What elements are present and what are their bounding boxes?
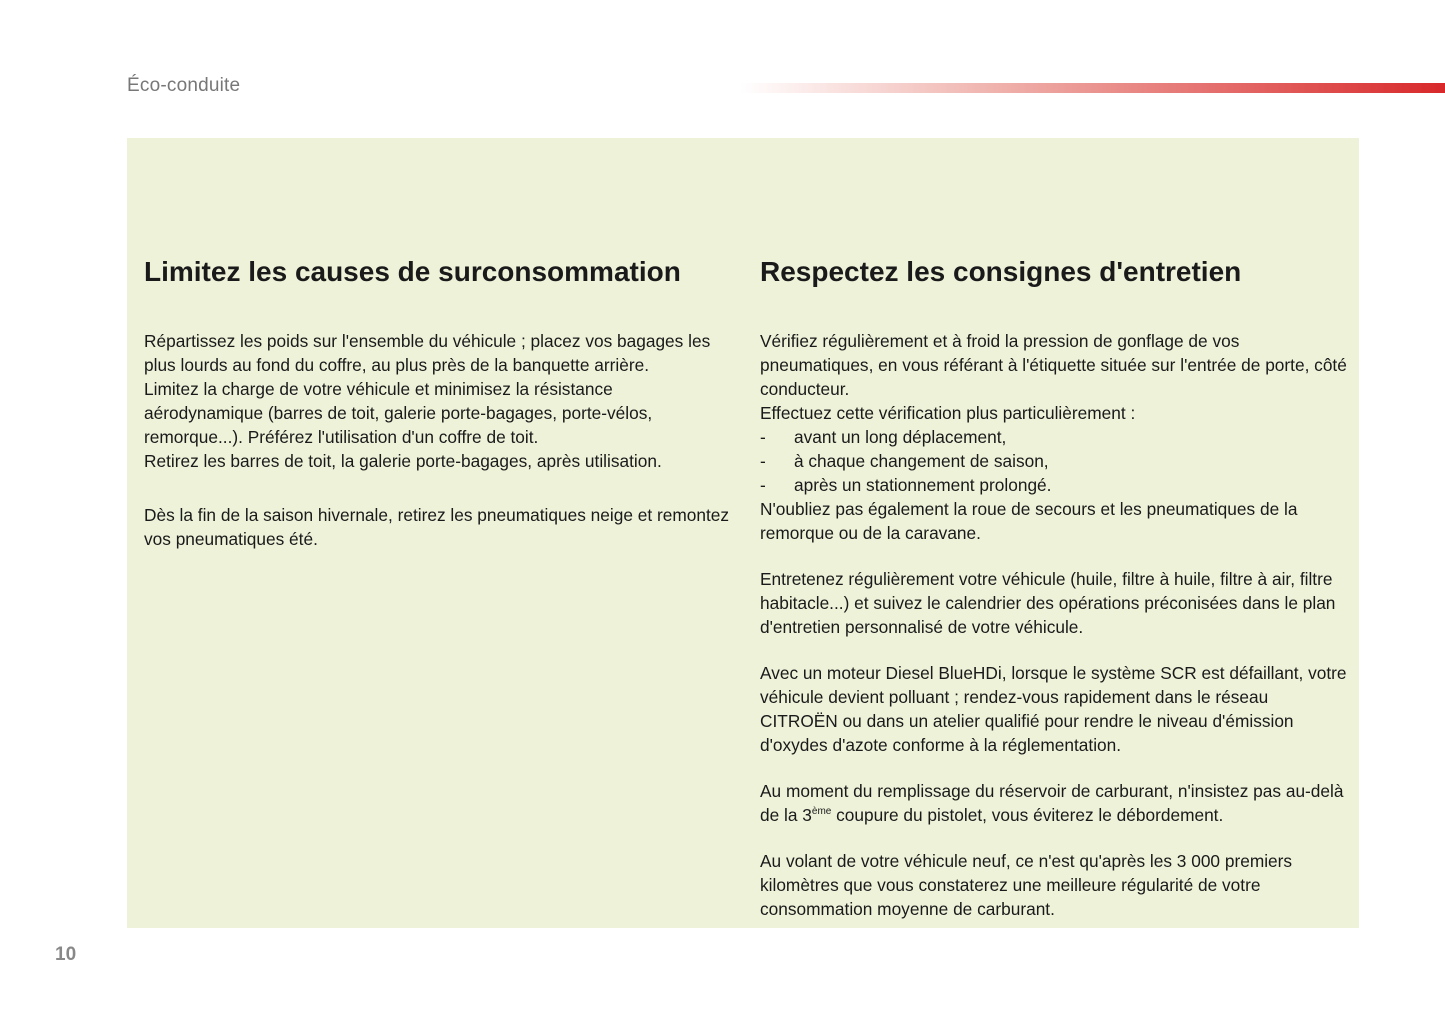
header-accent-bar [740, 83, 1445, 93]
list-item-text: avant un long déplacement, [794, 427, 1007, 447]
list-item-text: après un stationnement prolongé. [794, 475, 1052, 495]
section-title: Éco-conduite [127, 75, 241, 96]
left-column [144, 255, 734, 551]
right-paragraph-5: Avec un moteur Diesel BlueHDi, lorsque le système SCR est défaillant, votre véhicule devient polluant ; rendez-vous rapidement dans le réseau CITROËN ou dans un atelier qualifié pour rendre le niveau d'émission d'oxydes d'azote conforme à la réglementation. [760, 663, 1347, 755]
right-column [760, 255, 1350, 921]
left-paragraph-4: Dès la fin de la saison hivernale, retirez les pneumatiques neige et remontez vos pneumatiques été. [144, 505, 730, 549]
dash-bullet: - [760, 451, 766, 471]
list-item-text: à chaque changement de saison, [794, 451, 1049, 471]
right-paragraph-3: N'oubliez pas également la roue de secours et les pneumatiques de la remorque ou de la caravane. [760, 499, 1298, 543]
right-heading: Respectez les consignes d'entretien [760, 256, 1242, 287]
check-list [760, 425, 1350, 497]
superscript-eme: ème [811, 806, 832, 817]
fuel-text-start: Au moment du remplissage du réservoir de carburant, n'insistez pas au-delà de la 3 [760, 781, 1344, 825]
left-paragraph-1: Répartissez les poids sur l'ensemble du véhicule ; placez vos bagages les plus lourds au fond du coffre, au plus près de la banquette arrière. [144, 331, 711, 375]
dash-bullet: - [760, 475, 766, 495]
right-paragraph-4: Entretenez régulièrement votre véhicule (huile, filtre à huile, filtre à air, filtre habitacle...) et suivez le calendrier des opérations préconisées dans le plan d'entretien personnalisé de votre véhicule. [760, 569, 1336, 637]
fuel-text-end: coupure du pistolet, vous éviterez le débordement. [831, 805, 1224, 825]
right-paragraph-7: Au volant de votre véhicule neuf, ce n'est qu'après les 3 000 premiers kilomètres que vous constaterez une meilleure régularité de votre consommation moyenne de carburant. [760, 851, 1293, 919]
right-paragraph-2: Effectuez cette vérification plus particulièrement : [760, 403, 1136, 423]
list-item [760, 425, 1350, 449]
dash-bullet: - [760, 427, 766, 447]
left-paragraph-3: Retirez les barres de toit, la galerie porte-bagages, après utilisation. [144, 451, 662, 471]
page-number: 10 [55, 944, 77, 965]
list-item [760, 449, 1350, 473]
left-heading: Limitez les causes de surconsommation [144, 256, 681, 287]
right-paragraph-6 [760, 779, 1350, 827]
left-paragraph-2: Limitez la charge de votre véhicule et minimisez la résistance aérodynamique (barres de toit, galerie porte-bagages, porte-vélos, remorque...). Préférez l'utilisation d'un coffre de toit. [144, 379, 653, 447]
list-item [760, 473, 1350, 497]
right-paragraph-1: Vérifiez régulièrement et à froid la pression de gonflage de vos pneumatiques, en vous référant à l'étiquette située sur l'entrée de porte, côté conducteur. [760, 331, 1347, 399]
